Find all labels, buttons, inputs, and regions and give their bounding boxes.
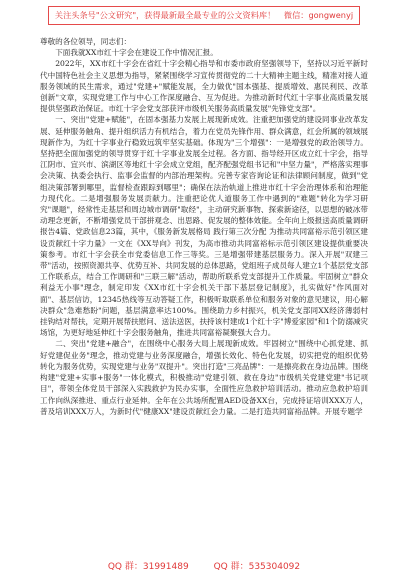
overview-paragraph: 2022年，XX市红十字会在省红十字会精心指导和市委市政府坚强领导下，坚持以习近平新时代中国特色社会主义思想为指导，紧紧围绕学习宣传贯彻党的二十大精神主题主线，精准对接人道服务领域的民生需求，通过"党建+"赋能发展，全力做优"国本强基、提质增效、惠民利民、改革创新"文章，实现党建工作与中心工作深度融合、互为促进。为推动新时代红十字事业高质量发展提供坚强政治保证。市红十字会党支部获评市级机关服务高质量发展"先锋党支部"。: [40, 59, 368, 114]
qq-group-1: QQ 群：31991489: [107, 562, 189, 572]
top-banner: [0, 0, 408, 30]
footer: [0, 559, 408, 572]
qq-group-2: QQ 群：535304092: [213, 562, 301, 572]
banner-wechat: 微信：gongwenyj: [283, 9, 354, 20]
section-two-paragraph: 二、突出"党建+融合"，在围绕中心服务大局上展现新成效。牢固树立"围绕中心抓党建、抓好党建促业务"理念，推动党建与业务深度融合，增强长效化、特色化发展，切实把党的组织优势转化为服务优势，实现党建与业务"双提升"。突出打造"三亮品牌"：一是擦亮救在身边品牌。围绕构建"党建+实事+服务"一体化模式，积极推动"党建引领、救在身边"市级机关党建党建"书记项目"，带领全体党员干部深入实践救护为民办实事，全面性应急救护培训活动。推动应急救护培训工作向纵深推进、重点行业延伸。全年在公共场所配置AED设备XX台，完成持证培训XXX万人，普及培训XXX万人，为新时代"健康XX"建设贡献红会力量。二是打造共同富裕品牌。开展专题学: [40, 339, 368, 416]
banner-text: 关注头条号"公文研究"，获得最新最全最专业的公文资料库！: [54, 9, 276, 20]
document-body: [40, 36, 368, 417]
banner-box: [48, 6, 360, 25]
salutation: 尊敬的各位领导，同志们：: [40, 37, 132, 46]
intro-paragraph: 下面我就XX市红十字会在建设工作中情况汇报。: [55, 48, 218, 58]
section-one-paragraph: 一、突出"党建+赋能"，在固本强基力发展上展现新成效。注重把加强党的建设同事业改革发展、延伸服务触角、提升组织活力有机结合，着力在党员先锋作用、群众满意，红会所属的领域展现新作为，为红十字事业行稳致远筑牢坚实基础。体现为"三个增强"：一是增强党的政治领导力。坚持把全面加强党的领导贯穿于红十字事业发展全过程。各方面、指导经开区成立红十字会，指导江阴市、宜兴市、滨湖区等地红十字会成立党组，配齐配强党组书记和"中坚力量"，严格落实理事会决策、执委会执行、监事会监督的内部治理架构。完善专家咨询论证和法律顾问制度，做到"党组决策部署到哪里，监督检查跟踪到哪里"；确保在法治轨道上推进市红十字会治理体系和治理能力现代化。二是增强服务发展贡献力。注重把论优人道服务工作中遇到的"难题"转化为学习研究"课题"，经常性走基层和周边城市调研"取经"，主动研究新事物、探索新途径，以思想的破冰带动理念更新，不断增强党员干部拼观念、出思路、促发展的整体效能。全年向上级报送高质量调研报告4篇、党政信息23篇，其中，《服务新发展格局 践行第三次分配 为推动共同富裕示范引领区建设贡献红十字力量》一文在《XX导向》刊发，为高市推动共同富裕标示范引领区建设提供重要决策参考。市红十字会获全市党委信息工作三等奖。三是增强带建基层服务力。深入开展"双建三带"活动，按照资源共享、优势互补、共同发展的总体思路，党组班子成员每人建立1个基层党支部工作联系点，结合工作调研和"三联三解"活动，帮助所联系党支部提升工作质量。牢固树立"群众利益无小事"理念，制定印发《XX市红十字会机关干部下基层登记制度》，扎实做好"作风面对面"、基层信访，12345热线等互动答疑工作，积极听取联系单位和服务对象的意见建议，用心解决群众"急难愁盼"问题，基层满意率达100%。围绕助力乡村振兴，机关党支部同XX经济薄弱村挂钩结对帮扶，定期开展帮扶慰问、送法送医，扶持该村建成1个红十字"博爱家园"和1个防溺减灾场馆，为更好地延伸红十字会服务触角，推进共同富裕凝聚强大合力。: [40, 115, 368, 338]
